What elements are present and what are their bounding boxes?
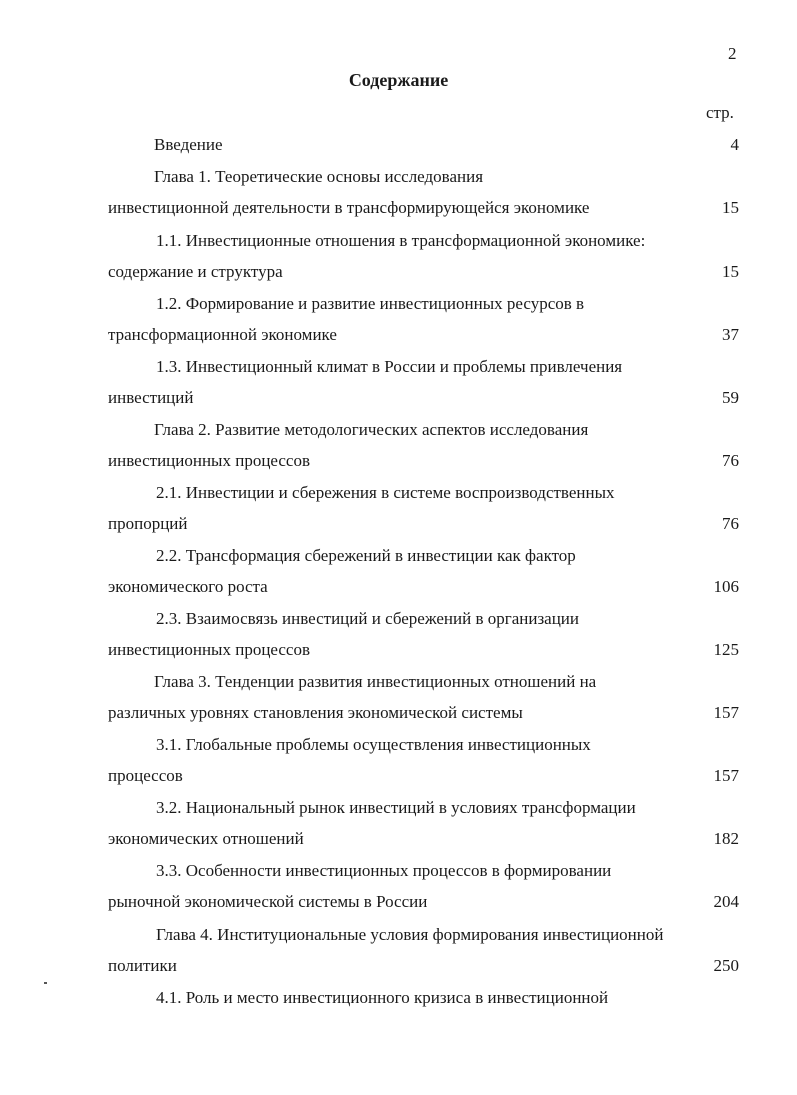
toc-entry-11-title-cont: экономических отношений [108, 829, 304, 848]
toc-entry-9-page: 157 [713, 703, 739, 722]
toc-entry-13-title: Глава 4. Институциональные условия формирования инвестиционной [156, 925, 664, 944]
toc-entry-0-page: 4 [730, 135, 739, 154]
toc-entry-5-title-cont: инвестиционных процессов [108, 451, 311, 470]
toc-entry-2-title-cont: содержание и структура [108, 262, 283, 281]
toc-entry-11-page: 182 [713, 829, 739, 848]
toc-entry-1-title: Глава 1. Теоретические основы исследования [154, 167, 484, 186]
toc-entry-5-title: Глава 2. Развитие методологических аспектов исследования [154, 420, 589, 439]
toc-entry-7-title-cont: экономического роста [108, 577, 268, 596]
toc-entry-2-title: 1.1. Инвестиционные отношения в трансформационной экономике: [156, 231, 646, 250]
toc-entry-12-page: 204 [713, 892, 739, 911]
toc-entry-1-title-cont: инвестиционной деятельности в трансформирующейся экономике [108, 198, 590, 217]
page-number: 2 [728, 44, 737, 63]
toc-entry-10-title: 3.1. Глобальные проблемы осуществления инвестиционных [156, 735, 591, 754]
toc-entry-9-title: Глава 3. Тенденции развития инвестиционных отношений на [154, 672, 597, 691]
toc-entry-8-title-cont: инвестиционных процессов [108, 640, 311, 659]
toc-entry-8-page: 125 [713, 640, 739, 659]
toc-entry-3-title: 1.2. Формирование и развитие инвестиционных ресурсов в [156, 294, 585, 313]
toc-entry-4-page: 59 [722, 388, 739, 407]
toc-entry-14-title: 4.1. Роль и место инвестиционного кризиса в инвестиционной [156, 988, 609, 1007]
scan-speck [44, 982, 47, 984]
toc-entry-12-title: 3.3. Особенности инвестиционных процессов в формировании [156, 861, 612, 880]
toc-entry-7-title: 2.2. Трансформация сбережений в инвестиции как фактор [156, 546, 576, 565]
page-title: Содержание [348, 70, 449, 90]
toc-entry-10-title-cont: процессов [108, 766, 183, 785]
toc-entry-13-page: 250 [713, 956, 739, 975]
toc-entry-5-page: 76 [722, 451, 739, 470]
toc-entry-7-page: 106 [713, 577, 739, 596]
pages-column-header: стр. [706, 103, 734, 122]
toc-entry-12-title-cont: рыночной экономической системы в России [108, 892, 428, 911]
toc-entry-3-page: 37 [722, 325, 739, 344]
toc-entry-10-page: 157 [713, 766, 739, 785]
toc-entry-4-title: 1.3. Инвестиционный климат в России и проблемы привлечения [156, 357, 623, 376]
toc-entry-6-title: 2.1. Инвестиции и сбережения в системе воспроизводственных [156, 483, 615, 502]
toc-entry-11-title: 3.2. Национальный рынок инвестиций в условиях трансформации [156, 798, 636, 817]
toc-entry-2-page: 15 [722, 262, 739, 281]
toc-entry-9-title-cont: различных уровнях становления экономической системы [108, 703, 523, 722]
toc-entry-0-title: Введение [154, 135, 223, 154]
toc-entry-3-title-cont: трансформационной экономике [108, 325, 337, 344]
toc-entry-6-title-cont: пропорций [108, 514, 188, 533]
toc-entry-13-title-cont: политики [108, 956, 177, 975]
toc-entry-8-title: 2.3. Взаимосвязь инвестиций и сбережений в организации [156, 609, 579, 628]
toc-entry-6-page: 76 [722, 514, 739, 533]
toc-entry-4-title-cont: инвестиций [108, 388, 194, 407]
toc-entry-1-page: 15 [722, 198, 739, 217]
